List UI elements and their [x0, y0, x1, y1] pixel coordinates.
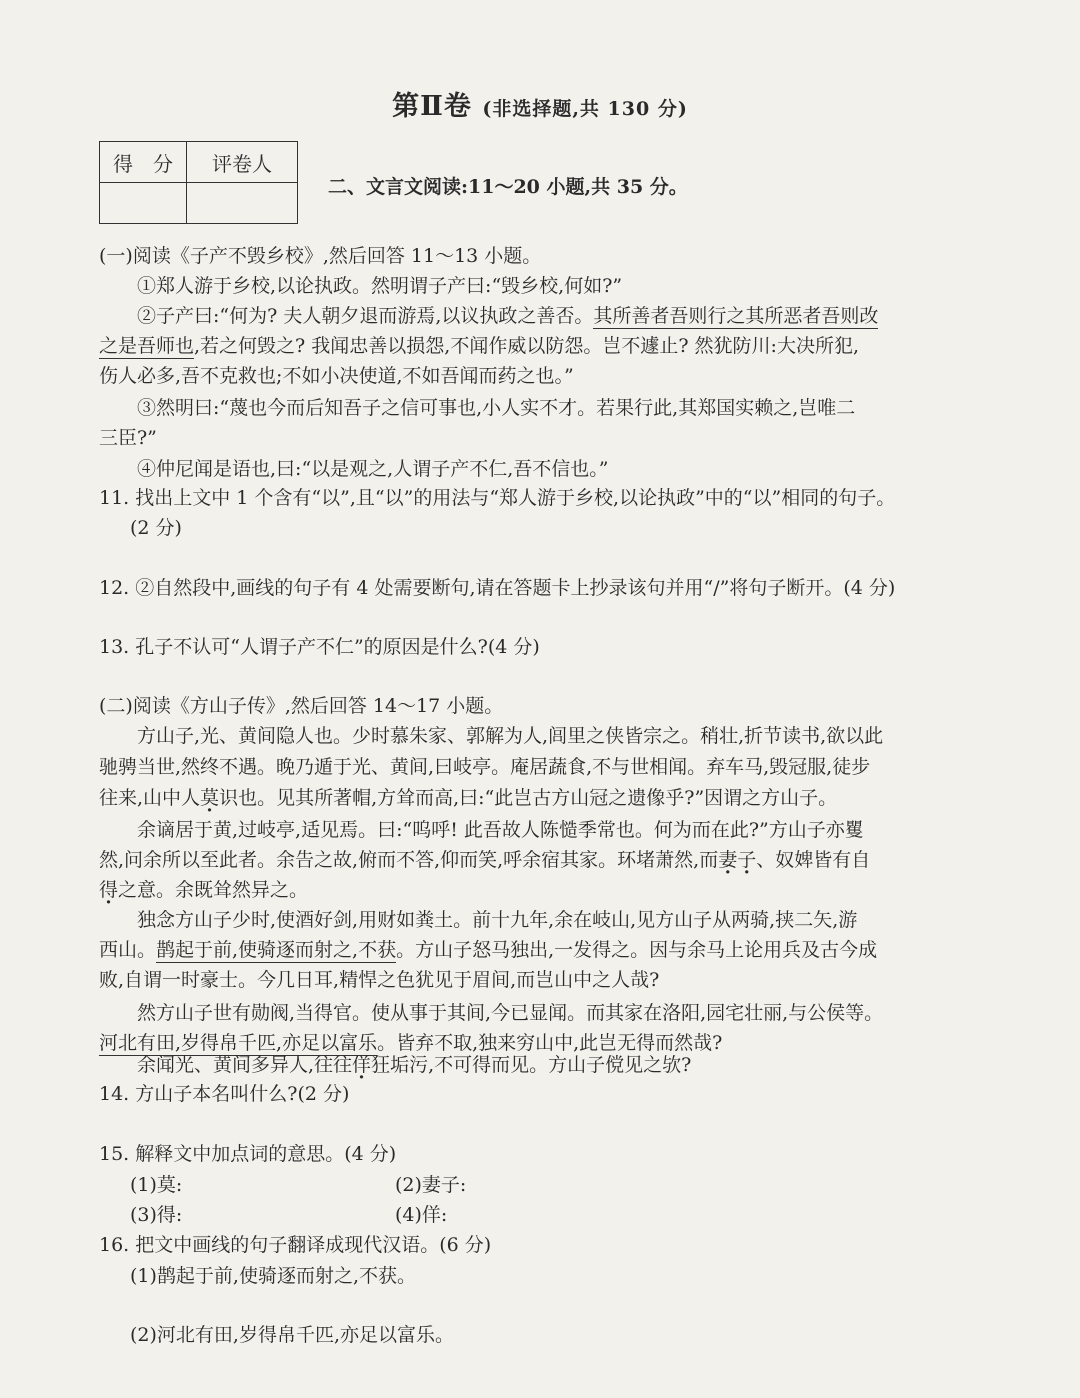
question-15-item-4: (4)佯: — [395, 1204, 448, 1226]
dotted-word-yang: 佯 — [352, 1054, 372, 1076]
score-cell — [100, 183, 187, 224]
part2-para3-line1: 独念方山子少时,使酒好剑,用财如粪土。前十九年,余在岐山,见方山子从两骑,挟二矢,游 — [137, 909, 858, 931]
part1-para2-text: ②子产曰:“何为? 夫人朝夕退而游焉,以议执政之善否。 — [137, 305, 594, 327]
question-14: 14. 方山子本名叫什么?(2 分) — [99, 1083, 350, 1105]
part2-para3-line2 — [99, 937, 877, 963]
part2-para1-line1: 方山子,光、黄间隐人也。少时慕朱家、郭解为人,闾里之侠皆宗之。稍壮,折节读书,欲以此 — [137, 725, 884, 747]
part1-heading: (一)阅读《子产不毁乡校》,然后回答 11～13 小题。 — [99, 245, 542, 267]
underlined-sentence-end: 之是吾师也 — [99, 335, 195, 357]
underlined-sentence-2: 河北有田,岁得帛千匹,亦足以富乐 — [99, 1032, 378, 1054]
part2-para4-line1: 然方山子世有勋阀,当得官。使从事于其间,今已显闻。而其家在洛阳,园宅壮丽,与公侯等。 — [137, 1002, 884, 1024]
dotted-word-zi: 子 — [737, 849, 757, 871]
dotted-word-de: 得 — [99, 879, 119, 901]
part2-para3-line3: 败,自谓一时豪士。今几日耳,精悍之色犹见于眉间,而岂山中之人哉? — [99, 969, 660, 991]
question-13: 13. 孔子不认可“人谓子产不仁”的原因是什么?(4 分) — [99, 636, 540, 658]
question-16: 16. 把文中画线的句子翻译成现代汉语。(6 分) — [99, 1234, 492, 1256]
score-header: 得 分 — [100, 142, 187, 183]
dotted-word-mo: 莫 — [200, 787, 220, 809]
text-segment: 之意。余既耸然异之。 — [118, 879, 309, 901]
part1-para2-line3: 伤人必多,吾不克救也;不如小决使道,不如吾闻而药之也。” — [99, 365, 574, 387]
part2-para2-line1: 余谪居于黄,过岐亭,适见焉。曰:“呜呼! 此吾故人陈慥季常也。何为而在此?”方山子亦矍 — [137, 819, 864, 841]
part2-para1-line3 — [99, 785, 837, 811]
underlined-sentence: 其所善者吾则行之其所恶者吾则改 — [593, 305, 879, 327]
part1-para2-line2 — [99, 333, 859, 359]
part2-para2-line3 — [99, 877, 308, 903]
part1-para3-line2: 三臣?” — [99, 427, 157, 449]
question-15-item-3: (3)得: — [130, 1204, 183, 1226]
paper-title-main: 第Ⅱ卷 — [392, 91, 472, 122]
grader-cell — [187, 183, 298, 224]
question-15-item-1: (1)莫: — [130, 1174, 183, 1196]
question-12: 12. ②自然段中,画线的句子有 4 处需要断句,请在答题卡上抄录该句并用“/”将句子断开。(4 分) — [99, 577, 896, 599]
question-15-item-2: (2)妻子: — [395, 1174, 467, 1196]
question-11-score: (2 分) — [130, 517, 182, 539]
part2-para2-line2 — [99, 847, 870, 873]
text-segment: 、奴婢皆有自 — [756, 849, 871, 871]
grader-header: 评卷人 — [187, 142, 298, 183]
question-11: 11. 找出上文中 1 个含有“以”,且“以”的用法与“郑人游于乡校,以论执政”中的“以”相同的句子。 — [99, 487, 896, 509]
part1-para2-line1 — [137, 303, 878, 329]
text-segment: 。皆弃不取,独来穷山中,此岂无得而然哉? — [377, 1032, 723, 1054]
part1-para3-line1: ③然明曰:“蔑也今而后知吾子之信可事也,小人实不才。若果行此,其郑国实赖之,岂唯二 — [137, 397, 856, 419]
text-segment: 西山。 — [99, 939, 157, 961]
text-segment: 识也。见其所著帽,方耸而高,曰:“此岂古方山冠之遗像乎?”因谓之方山子。 — [219, 787, 838, 809]
part1-para1: ①郑人游于乡校,以论执政。然明谓子产曰:“毁乡校,何如?” — [137, 275, 623, 297]
part1-para4: ④仲尼闻是语也,曰:“以是观之,人谓子产不仁,吾不信也。” — [137, 458, 609, 480]
part1-para2-text2: ,若之何毁之? 我闻忠善以损怨,不闻作威以防怨。岂不遽止? 然犹防川:大决所犯, — [194, 335, 859, 357]
question-15: 15. 解释文中加点词的意思。(4 分) — [99, 1143, 397, 1165]
paper-title-sub: (非选择题,共 130 分) — [482, 98, 688, 120]
score-table — [99, 141, 298, 224]
underlined-sentence-1: 鹊起于前,使骑逐而射之,不获 — [156, 939, 397, 961]
text-segment: 余闻光、黄间多异人,往往 — [137, 1054, 353, 1076]
part2-heading: (二)阅读《方山子传》,然后回答 14～17 小题。 — [99, 695, 504, 717]
text-segment: 然,问余所以至此者。余告之故,俯而不答,仰而笑,呼余宿其家。环堵萧然,而 — [99, 849, 719, 871]
question-16-item-2: (2)河北有田,岁得帛千匹,亦足以富乐。 — [130, 1324, 454, 1346]
section-heading: 二、文言文阅读:11～20 小题,共 35 分。 — [328, 176, 688, 198]
text-segment: 往来,山中人 — [99, 787, 201, 809]
text-segment: 狂垢污,不可得而见。方山子傥见之欤? — [371, 1054, 692, 1076]
text-segment: 。方山子怒马独出,一发得之。因与余马上论用兵及古今成 — [396, 939, 878, 961]
paper-title — [0, 84, 1080, 123]
part2-para1-line2: 驰骋当世,然终不遇。晚乃遁于光、黄间,曰岐亭。庵居蔬食,不与世相闻。弃车马,毁冠服,徒步 — [99, 756, 871, 778]
question-16-item-1: (1)鹊起于前,使骑逐而射之,不获。 — [130, 1265, 416, 1287]
part2-para5 — [137, 1052, 691, 1078]
dotted-word-qi: 妻 — [718, 849, 738, 871]
